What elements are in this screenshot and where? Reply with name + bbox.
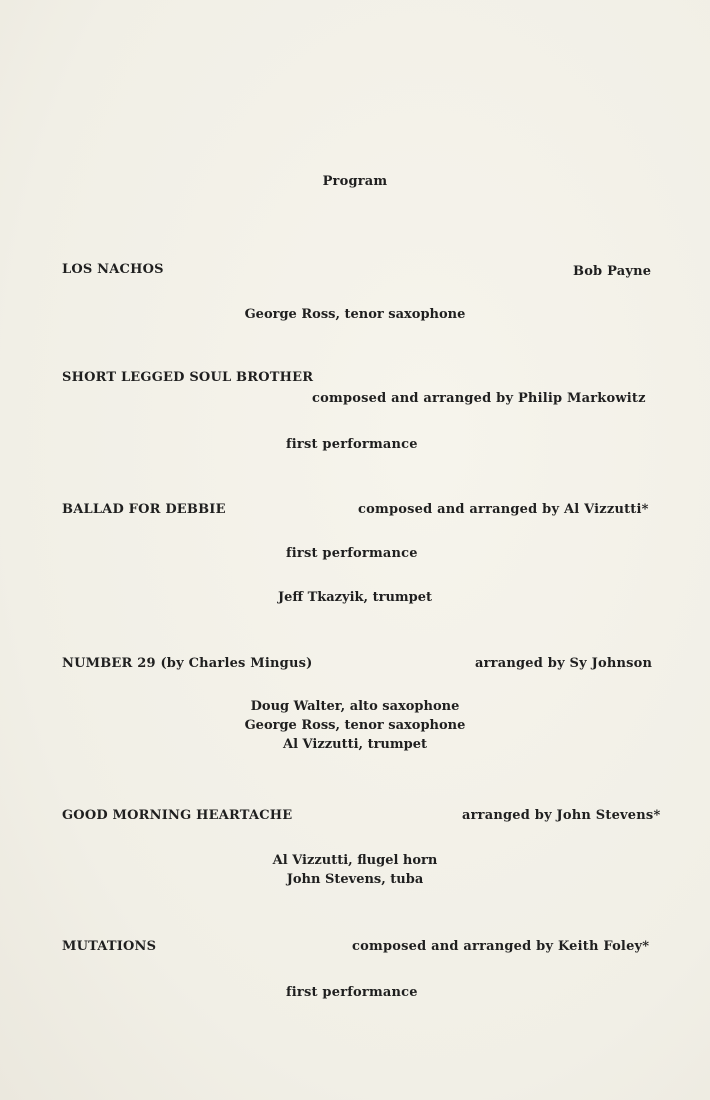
piece-title-good-morning-heartache: GOOD MORNING HEARTACHE	[62, 808, 293, 823]
piece-title-number-29: NUMBER 29 (by Charles Mingus)	[62, 656, 313, 671]
performer-line: George Ross, tenor saxophone	[244, 718, 466, 733]
piece-title-short-legged-soul-brother: SHORT LEGGED SOUL BROTHER	[62, 370, 314, 385]
performance-note: first performance	[286, 546, 418, 561]
performer-line: Al Vizzutti, flugel horn	[272, 853, 438, 868]
performers-los-nachos	[0, 305, 710, 324]
piece-title-mutations: MUTATIONS	[62, 939, 157, 954]
performers-number-29	[0, 697, 710, 754]
piece-credit-number-29: arranged by Sy Johnson	[475, 656, 653, 671]
piece-credit-mutations: composed and arranged by Keith Foley*	[352, 939, 650, 954]
performer-line: Doug Walter, alto saxophone	[250, 699, 460, 714]
performers-ballad-for-debbie	[0, 588, 710, 607]
program-heading: Program	[322, 174, 388, 189]
performer-line: Jeff Tkazyik, trumpet	[277, 590, 433, 605]
performance-note: first performance	[286, 437, 418, 452]
piece-credit-los-nachos: Bob Payne	[573, 264, 652, 279]
performer-line: Al Vizzutti, trumpet	[283, 737, 427, 752]
piece-credit-short-legged-soul-brother: composed and arranged by Philip Markowitz	[312, 391, 646, 406]
performance-note: first performance	[286, 985, 418, 1000]
piece-title-ballad-for-debbie: BALLAD FOR DEBBIE	[62, 502, 226, 517]
piece-credit-ballad-for-debbie: composed and arranged by Al Vizzutti*	[358, 502, 649, 517]
performer-line: George Ross, tenor saxophone	[244, 307, 466, 322]
piece-title-los-nachos: LOS NACHOS	[62, 262, 164, 277]
performers-good-morning-heartache	[0, 851, 710, 889]
performer-line: John Stevens, tuba	[286, 872, 424, 887]
piece-credit-good-morning-heartache: arranged by John Stevens*	[462, 808, 661, 823]
